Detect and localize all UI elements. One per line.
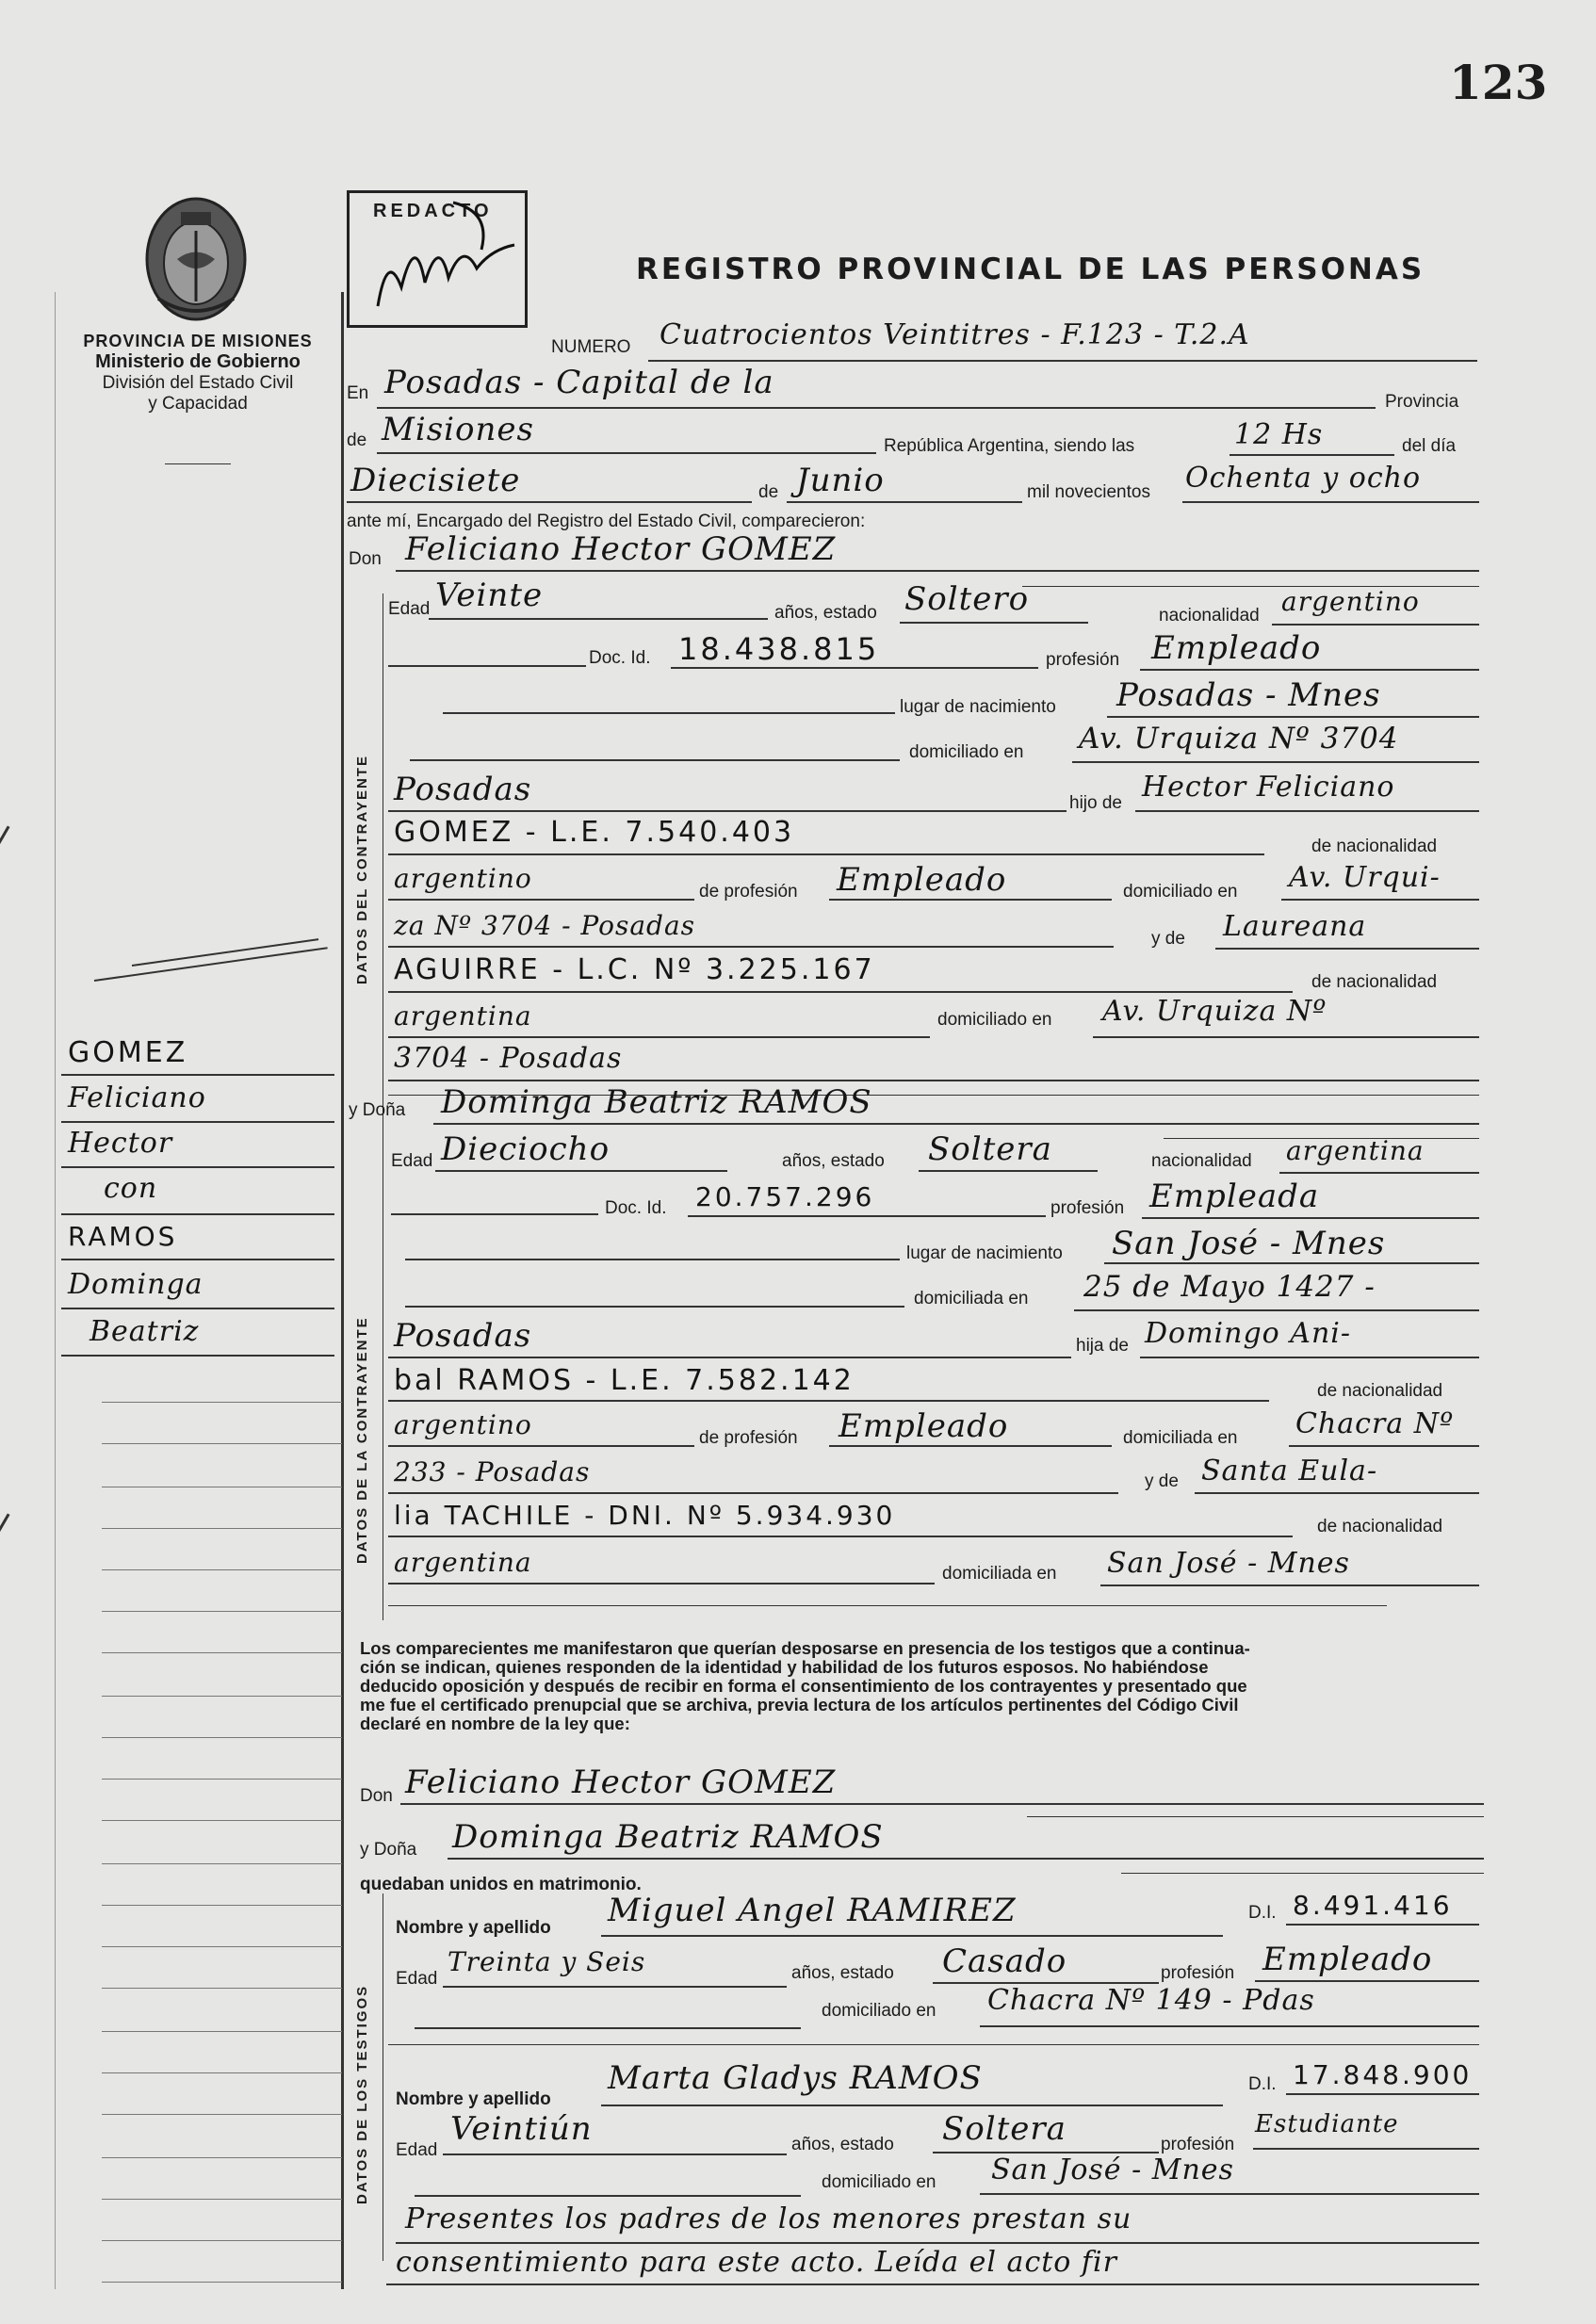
declaration-line-4: me fue el certificado prenupcial que se archiva, previa lectura de los artículos pertinentes del Código Civil xyxy=(360,1695,1239,1715)
t2-anios-estado-label: años, estado xyxy=(791,2135,894,2154)
closing-line-1: Presentes los padres de los menores prestan su xyxy=(405,2202,1132,2235)
hora-value: 12 Hs xyxy=(1234,418,1324,451)
c-ciudad: Posadas xyxy=(394,771,532,808)
f-madre-2: lia TACHILE - DNI. Nº 5.934.930 xyxy=(394,1500,896,1531)
dia-value: Diecisiete xyxy=(350,462,521,499)
c-hijo-label: hijo de xyxy=(1069,793,1122,813)
f-madre-de-nacionalidad-label: de nacionalidad xyxy=(1317,1517,1443,1536)
numero-value: Cuatrocientos Veintitres - F.123 - T.2.A xyxy=(660,318,1250,351)
declaration-line-2: ción se indican, quienes responden de la identidad y habilidad de los futuros esposos. No habiéndose xyxy=(360,1657,1209,1677)
c-lugar-label: lugar de nacimiento xyxy=(900,697,1056,717)
de-mes-label: de xyxy=(758,482,779,502)
en-label: En xyxy=(347,383,369,403)
mes-value: Junio xyxy=(796,462,885,499)
c-padre-prof: Empleado xyxy=(837,861,1007,899)
c-madre-domiciliado-label: domiciliado en xyxy=(937,1010,1052,1030)
declaration-line-5: declaré en nombre de la ley que: xyxy=(360,1714,630,1733)
f-padre-2: bal RAMOS - L.E. 7.582.142 xyxy=(394,1364,855,1397)
t2-nombre-label: Nombre y apellido xyxy=(396,2089,551,2109)
t1-nombre-label: Nombre y apellido xyxy=(396,1918,551,1938)
f-estado: Soltera xyxy=(928,1130,1052,1168)
ministry-line-2: Ministerio de Gobierno xyxy=(95,351,301,372)
f-edad-label: Edad xyxy=(391,1151,433,1171)
testigos-section-label: DATOS DE LOS TESTIGOS xyxy=(354,1984,370,2204)
t1-profesion-label: profesión xyxy=(1161,1963,1235,1983)
closing-line-2: consentimiento para este acto. Leída el acto fir xyxy=(396,2246,1117,2279)
republica-label: República Argentina, siendo las xyxy=(884,436,1135,456)
ministry-block xyxy=(57,332,339,414)
en-value: Posadas - Capital de la xyxy=(384,364,774,401)
f-anios-estado-label: años, estado xyxy=(782,1151,885,1171)
t1-anios-estado-label: años, estado xyxy=(791,1963,894,1983)
margin-note-5: RAMOS xyxy=(68,1221,178,1252)
c-de-nacionalidad-label: de nacionalidad xyxy=(1311,837,1438,856)
provincia-value: Misiones xyxy=(382,411,534,448)
c-padre-1: Hector Feliciano xyxy=(1142,771,1395,804)
f-y-de-label: y de xyxy=(1145,1471,1179,1491)
margin-note-6: Dominga xyxy=(68,1268,204,1301)
f-madre-domiciliada-label: domiciliada en xyxy=(942,1564,1057,1584)
don-value: Feliciano Hector GOMEZ xyxy=(405,530,837,568)
c-nacionalidad-label: nacionalidad xyxy=(1159,606,1260,626)
anio-value: Ochenta y ocho xyxy=(1185,462,1422,495)
decl-unidos: quedaban unidos en matrimonio. xyxy=(360,1875,642,1894)
redacto-box xyxy=(347,190,528,328)
t1-dom: Chacra Nº 149 - Pdas xyxy=(987,1984,1315,2017)
f-padre-1: Domingo Ani- xyxy=(1145,1317,1351,1350)
t2-profesion-label: profesión xyxy=(1161,2135,1235,2154)
margin-note-2: Feliciano xyxy=(68,1081,206,1114)
c-madre-nac: argentina xyxy=(394,1000,532,1032)
c-nacionalidad: argentino xyxy=(1281,586,1420,617)
c-estado: Soltero xyxy=(904,580,1030,618)
f-lugar: San José - Mnes xyxy=(1112,1225,1386,1262)
f-hija-label: hija de xyxy=(1076,1336,1129,1356)
declaration-line-3: deducido oposición y después de recibir en forma el consentimiento de los contrayentes y presentado que xyxy=(360,1676,1247,1696)
c-domiciliado-en-label: domiciliado en xyxy=(1123,882,1238,902)
t1-di: 8.491.416 xyxy=(1293,1890,1453,1921)
c-anios-estado-label: años, estado xyxy=(774,603,877,623)
c-doc: 18.438.815 xyxy=(678,631,880,667)
redacto-signature-icon xyxy=(350,193,525,325)
c-padre-2: GOMEZ - L.E. 7.540.403 xyxy=(394,816,795,849)
t1-estado: Casado xyxy=(942,1942,1067,1980)
f-domiciliada-en-label: domiciliada en xyxy=(1123,1428,1238,1448)
don-label: Don xyxy=(349,549,382,569)
t2-dom: San José - Mnes xyxy=(991,2153,1234,2186)
ministry-line-1: PROVINCIA DE MISIONES xyxy=(83,332,313,350)
decl-don-value: Feliciano Hector GOMEZ xyxy=(405,1763,837,1801)
de-label: de xyxy=(347,431,367,450)
document-title: REGISTRO PROVINCIAL DE LAS PERSONAS xyxy=(636,252,1425,286)
t1-prof: Empleado xyxy=(1262,1941,1433,1978)
t2-domicilio-label: domiciliado en xyxy=(822,2172,936,2192)
decl-don-label: Don xyxy=(360,1786,393,1806)
f-ciudad: Posadas xyxy=(394,1317,532,1355)
redacto-label: REDACTO xyxy=(373,201,493,221)
ministry-line-3: División del Estado Civil xyxy=(102,373,294,393)
c-doc-label: Doc. Id. xyxy=(589,648,651,668)
f-madre-1: Santa Eula- xyxy=(1201,1455,1378,1487)
t1-di-label: D.I. xyxy=(1248,1903,1277,1923)
contrayente-section-label: DATOS DEL CONTRAYENTE xyxy=(354,755,370,984)
t1-nombre: Miguel Angel RAMIREZ xyxy=(608,1892,1017,1929)
f-padre-prof: Empleado xyxy=(839,1407,1009,1445)
ante-mi-text: ante mí, Encargado del Registro del Estado Civil, comparecieron: xyxy=(347,512,866,531)
c-madre-2: AGUIRRE - L.C. Nº 3.225.167 xyxy=(394,953,875,986)
margin-note-3: Hector xyxy=(68,1127,173,1160)
t2-di-label: D.I. xyxy=(1248,2074,1277,2094)
c-profesion: Empleado xyxy=(1151,629,1322,667)
c-profesion-label: profesión xyxy=(1046,650,1120,670)
f-domicilio: 25 de Mayo 1427 - xyxy=(1083,1270,1376,1304)
declaration-line-1: Los comparecientes me manifestaron que querían desposarse en presencia de los testigos que a continua- xyxy=(360,1638,1250,1658)
c-domicilio: Av. Urquiza Nº 3704 xyxy=(1079,722,1399,756)
provincia-label: Provincia xyxy=(1385,392,1459,412)
c-madre-de-nacionalidad-label: de nacionalidad xyxy=(1311,972,1438,992)
f-de-nacionalidad-label: de nacionalidad xyxy=(1317,1381,1443,1401)
numero-label: NUMERO xyxy=(551,337,631,357)
c-padre-dom-2: za Nº 3704 - Posadas xyxy=(394,910,696,941)
f-madre-dom: San José - Mnes xyxy=(1107,1547,1350,1580)
f-nacionalidad: argentina xyxy=(1286,1135,1425,1166)
f-padre-nac: argentino xyxy=(394,1409,532,1440)
f-edad: Dieciocho xyxy=(441,1130,611,1168)
c-de-profesion-label: de profesión xyxy=(699,882,798,902)
dona-label: y Doña xyxy=(349,1100,406,1120)
c-edad: Veinte xyxy=(435,577,544,614)
c-padre-dom-1: Av. Urqui- xyxy=(1289,861,1441,894)
c-madre-1: Laureana xyxy=(1223,910,1367,943)
t2-edad: Veintiún xyxy=(450,2110,593,2148)
page-number: 123 xyxy=(1449,55,1548,110)
contrayente-f-section-label: DATOS DE LA CONTRAYENTE xyxy=(354,1316,370,1564)
margin-note-4: con xyxy=(104,1172,158,1205)
f-domicilio-label: domiciliada en xyxy=(914,1289,1029,1308)
t2-prof: Estudiante xyxy=(1255,2110,1399,2138)
f-nacionalidad-label: nacionalidad xyxy=(1151,1151,1252,1171)
t2-di: 17.848.900 xyxy=(1293,2059,1473,2090)
margin-note-1: GOMEZ xyxy=(68,1036,188,1069)
f-padre-dom-1: Chacra Nº xyxy=(1295,1407,1455,1440)
c-y-de-label: y de xyxy=(1151,929,1185,949)
f-profesion-label: profesión xyxy=(1050,1198,1125,1218)
t1-edad: Treinta y Seis xyxy=(448,1946,646,1977)
f-madre-nac: argentina xyxy=(394,1547,532,1578)
binder-mark xyxy=(0,1513,24,1544)
margin-note-7: Beatriz xyxy=(90,1315,200,1348)
decl-dona-value: Dominga Beatriz RAMOS xyxy=(452,1818,884,1856)
t2-estado: Soltera xyxy=(942,2110,1067,2148)
f-doc: 20.757.296 xyxy=(695,1181,875,1212)
f-doc-label: Doc. Id. xyxy=(605,1198,667,1218)
del-dia-label: del día xyxy=(1402,436,1457,456)
c-madre-dom-1: Av. Urquiza Nº xyxy=(1102,995,1327,1028)
t2-edad-label: Edad xyxy=(396,2140,438,2160)
f-de-profesion-label: de profesión xyxy=(699,1428,798,1448)
f-lugar-label: lugar de nacimiento xyxy=(906,1243,1063,1263)
declaration-paragraph xyxy=(360,1639,1483,1733)
mil-label: mil novecientos xyxy=(1027,482,1150,502)
c-lugar: Posadas - Mnes xyxy=(1116,676,1381,714)
t1-domicilio-label: domiciliado en xyxy=(822,2001,936,2021)
c-domicilio-label: domiciliado en xyxy=(909,742,1024,762)
dona-value: Dominga Beatriz RAMOS xyxy=(441,1083,872,1121)
binder-mark xyxy=(0,825,24,856)
f-padre-dom-2: 233 - Posadas xyxy=(394,1456,591,1487)
f-profesion: Empleada xyxy=(1149,1178,1320,1215)
provincial-coat-of-arms-icon xyxy=(139,193,252,325)
t2-nombre: Marta Gladys RAMOS xyxy=(608,2059,983,2097)
c-edad-label: Edad xyxy=(388,599,431,619)
c-madre-dom-2: 3704 - Posadas xyxy=(394,1042,623,1075)
ministry-line-4: y Capacidad xyxy=(148,394,248,414)
t1-edad-label: Edad xyxy=(396,1969,438,1989)
decl-dona-label: y Doña xyxy=(360,1840,417,1860)
c-padre-nac: argentino xyxy=(394,863,532,894)
